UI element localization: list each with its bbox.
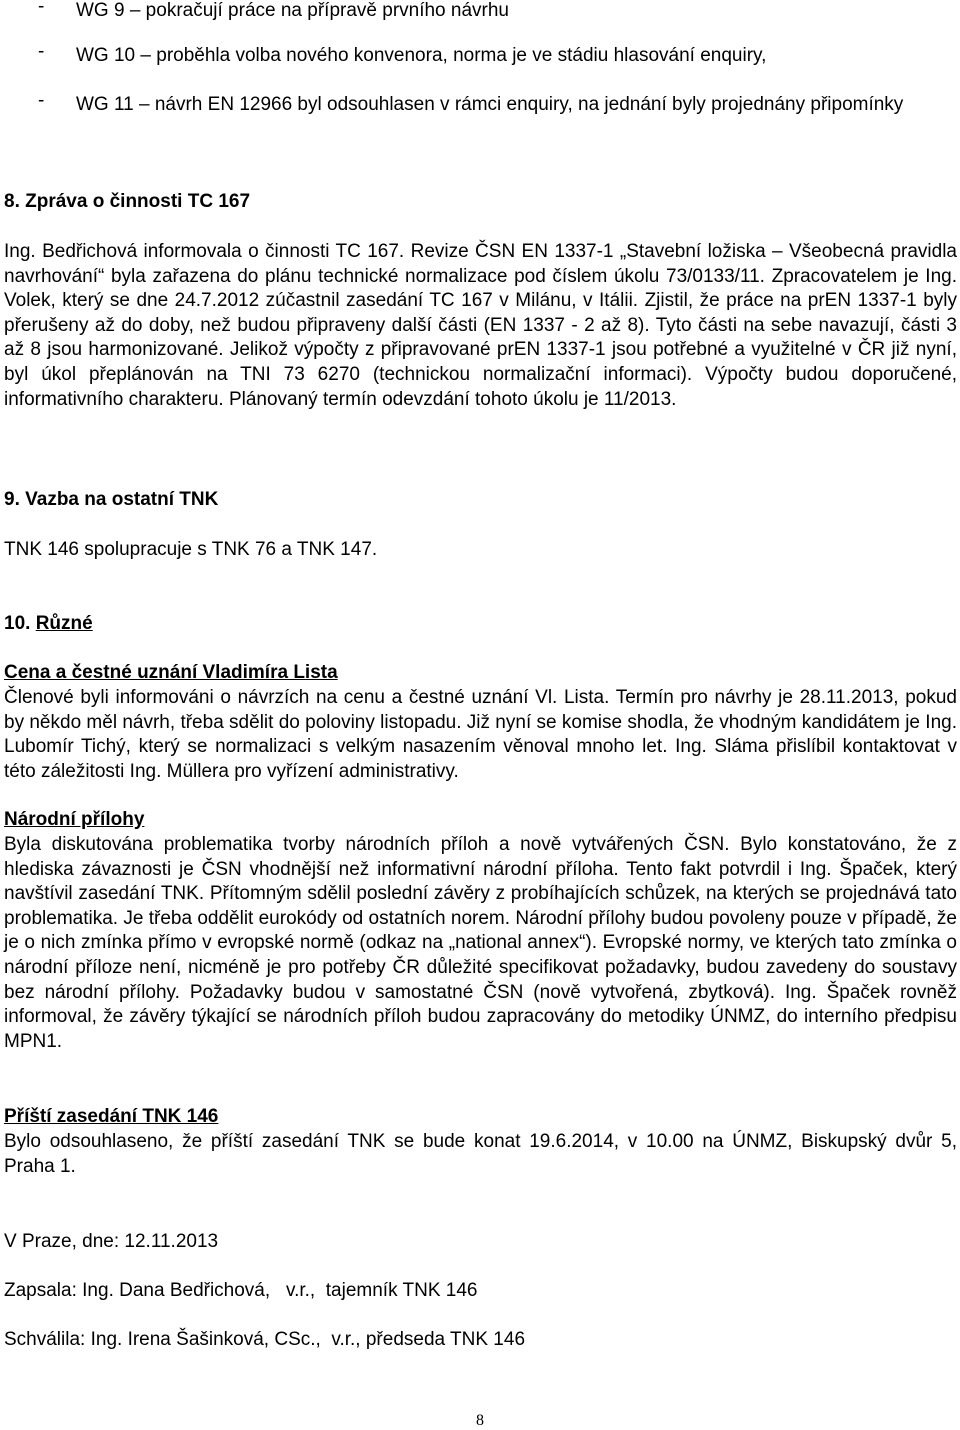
annexes-body: Byla diskutována problematika tvorby národních příloh a nově vytvářených ČSN. Bylo konstatováno, že z hlediska závaznosti je ČSN vhodnější než informativní národní příloha. Tento fakt potvrdil i Ing. Špaček, který navštívil zasedání TNK. Přítomným sdělil poslední závěry z probíhajících schůzek, na kterých se projednává tato problematika. Je třeba oddělit eurokódy od ostatních norem. Národní přílohy budou povoleny pouze v případě, že je o nich zmínka přímo v evropské normě (odkaz na „national annex“). Evropské normy, ve kterých tato zmínka o národní příloze není, nicméně je pro potřeby ČR důležité specifikovat požadavky, budou zavedeny do soustavy bez národní přílohy. Požadavky budou v samostatné ČSN (nově vytvořená, zbytková). Ing. Špaček rovněž informoval, že závěry týkající se národních příloh budou zapracovány do metodiky ÚNMZ, do interního předpisu MPN1. xyxy=(4,834,957,1052)
section-10-number: 10. xyxy=(4,613,31,634)
section-8-heading: 8. Zpráva o činnosti TC 167 xyxy=(4,191,251,212)
list-item xyxy=(38,90,957,119)
list-dash: - xyxy=(38,41,45,62)
section-9-heading: 9. Vazba na ostatní TNK xyxy=(4,489,219,510)
section-10-heading xyxy=(4,612,957,636)
prize-heading: Cena a čestné uznání Vladimíra Lista xyxy=(4,662,338,683)
section-10-title: Různé xyxy=(35,613,93,634)
list-dash: - xyxy=(38,90,45,111)
annexes-heading: Národní přílohy xyxy=(4,809,145,830)
recorded-by: Zapsala: Ing. Dana Bedřichová, v.r., tajemník TNK 146 xyxy=(4,1280,478,1301)
approved-by: Schválila: Ing. Irena Šašinková, CSc., v.r., předseda TNK 146 xyxy=(4,1329,526,1350)
page-number: 8 xyxy=(476,1412,484,1429)
list-item xyxy=(38,0,957,25)
next-meeting-body: Bylo odsouhlaseno, že příští zasedání TNK se bude konat 19.6.2014, v 10.00 na ÚNMZ, Biskupský dvůr 5, Praha 1. xyxy=(4,1131,957,1177)
section-9-body: TNK 146 spolupracuje s TNK 76 a TNK 147. xyxy=(4,539,378,560)
prize-body: Členové byli informováni o návrzích na cenu a čestné uznání Vl. Lista. Termín pro návrhy je 28.11.2013, pokud by někdo měl návrh, třeba sdělit do poloviny listopadu. Již nyní se komise shodla, že vhodným kandidátem je Ing. Lubomír Tichý, který se normalizaci s velkým nasazením věnoval mnoho let. Ing. Sláma přislíbil kontaktovat v této záležitosti Ing. Müllera pro vyřízení administrativy. xyxy=(4,687,957,782)
list-item xyxy=(38,41,957,70)
list-item-text: WG 11 – návrh EN 12966 byl odsouhlasen v rámci enquiry, na jednání byly projednány připomínky xyxy=(76,94,904,115)
list-item-text: WG 10 – proběhla volba nového konvenora, norma je ve stádiu hlasování enquiry, xyxy=(76,45,767,66)
place-date: V Praze, dne: 12.11.2013 xyxy=(4,1231,219,1252)
next-meeting-heading: Příští zasedání TNK 146 xyxy=(4,1106,219,1127)
list-item-text: WG 9 – pokračují práce na přípravě prvního návrhu xyxy=(76,0,510,21)
list-dash: - xyxy=(38,0,45,17)
section-8-body: Ing. Bedřichová informovala o činnosti TC 167. Revize ČSN EN 1337-1 „Stavební ložiska – Všeobecná pravidla navrhování“ byla zařazena do plánu technické normalizace pod číslem úkolu 73/0133/11. Zpracovatelem je Ing. Volek, který se dne 24.7.2012 zúčastnil zasedání TC 167 v Milánu, v Itálii. Zjistil, že práce na prEN 1337-1 byly přerušeny až do doby, než budou připraveny další části (EN 1337 - 2 až 8). Tyto části na sebe navazují, části 3 až 8 jsou harmonizované. Jelikož výpočty z připravované prEN 1337-1 jsou potřebné a využitelné v ČR již nyní, byl úkol přeplánován na TNI 73 6270 (technickou normalizační informaci). Výpočty budou doporučené, informativního charakteru. Plánovaný termín odevzdání tohoto úkolu je 11/2013. xyxy=(4,241,957,410)
